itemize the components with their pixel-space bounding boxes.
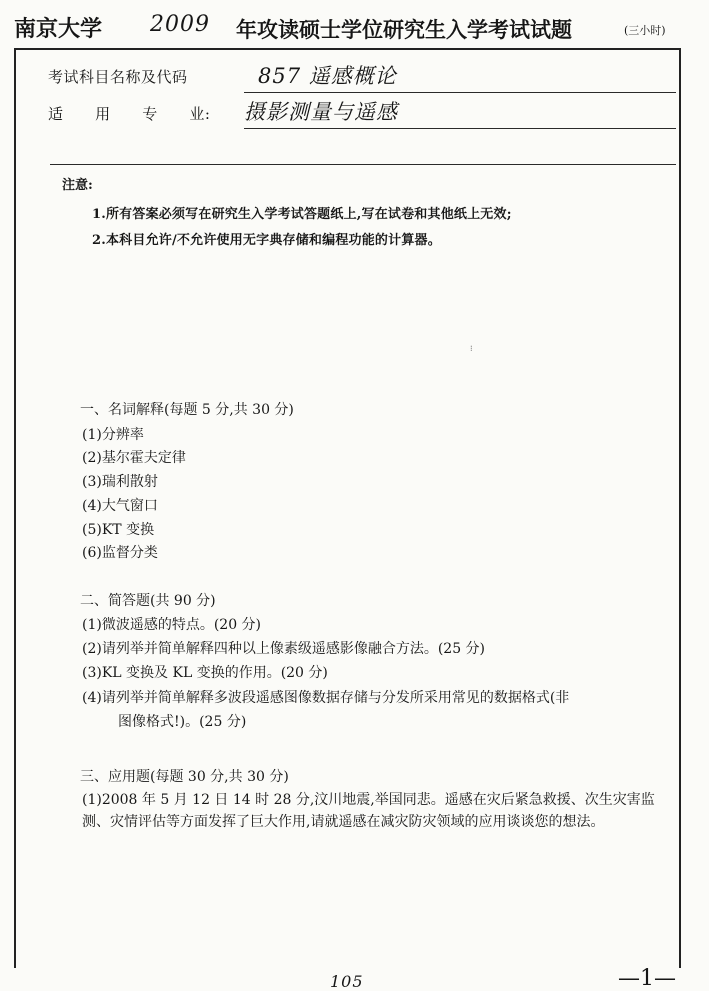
subject-label: 考试科目名称及代码 xyxy=(48,68,188,86)
section-heading: 三、应用题(每题 30 分,共 30 分) xyxy=(80,769,289,785)
question-item: (1)分辨率 xyxy=(82,427,144,443)
question-item: (3)KL 变换及 KL 变换的作用。(20 分) xyxy=(82,665,328,681)
section-heading: 一、名词解释(每题 5 分,共 30 分) xyxy=(80,402,294,418)
question-item: (1)微波遥感的特点。(20 分) xyxy=(82,617,262,633)
question-item: (3)瑞利散射 xyxy=(82,474,158,490)
university-name: 南京大学 xyxy=(14,16,103,42)
question-item: (6)监督分类 xyxy=(82,545,158,561)
major-underline xyxy=(244,128,676,129)
subject-value: 857 遥感概论 xyxy=(258,64,397,88)
section-heading: 二、简答题(共 90 分) xyxy=(80,593,216,609)
exam-year: 2009 xyxy=(150,12,210,37)
handwritten-note: 105 xyxy=(330,972,364,991)
application-question: (1)2008 年 5 月 12 日 14 时 28 分,汶川地震,举国同悲。遥感在灾后紧急救援、次生灾害监测、灾情评估等方面发挥了巨大作用,请就遥感在减灾防灾领域的应用谈谈您的想法。 xyxy=(82,792,655,830)
question-item: (4)大气窗口 xyxy=(82,498,158,514)
exam-title: 年攻读硕士学位研究生入学考试试题 xyxy=(236,17,572,42)
page-number: —1— xyxy=(618,966,676,991)
scan-speck: ⁝ xyxy=(470,344,473,353)
question-item: (5)KT 变换 xyxy=(82,522,155,538)
notice-item: 2.本科目允许/不允许使用无字典存储和编程功能的计算器。 xyxy=(92,233,441,248)
exam-duration: (三小时) xyxy=(624,24,666,37)
question-item: (2)基尔霍夫定律 xyxy=(82,450,186,466)
question-item: (2)请列举并简单解释四种以上像素级遥感影像融合方法。(25 分) xyxy=(82,641,486,657)
notice-heading: 注意: xyxy=(62,178,93,193)
question-item: (4)请列举并简单解释多波段遥感图像数据存储与分发所采用常见的数据格式(非 xyxy=(82,690,570,706)
major-label: 适 用 专 业: xyxy=(48,105,211,123)
exam-header xyxy=(14,12,704,46)
major-value: 摄影测量与遥感 xyxy=(244,100,398,124)
subject-underline xyxy=(244,92,676,93)
section-divider xyxy=(50,164,676,165)
question-item-continued: 图像格式!)。(25 分) xyxy=(118,714,247,730)
notice-item: 1.所有答案必须写在研究生入学考试答题纸上,写在试卷和其他纸上无效; xyxy=(92,207,512,222)
